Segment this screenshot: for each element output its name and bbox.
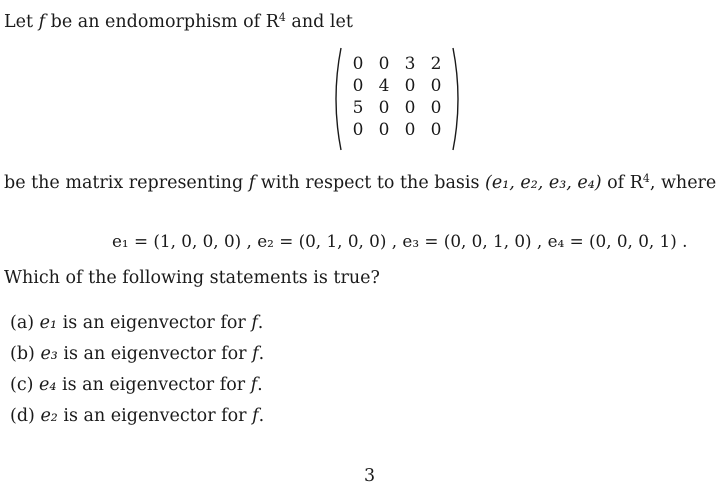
question-text: Which of the following statements is true? bbox=[4, 268, 380, 288]
question bbox=[4, 268, 380, 289]
choice-label: (d) bbox=[10, 406, 35, 426]
choice-text: is an eigenvector for bbox=[62, 313, 246, 333]
space-letter: R bbox=[265, 12, 279, 32]
matrix-cell: 0 bbox=[404, 97, 416, 118]
choice-item bbox=[10, 375, 263, 396]
description-of: of bbox=[607, 173, 625, 193]
basis-tuple: (e₁, e₂, e₃, e₄) bbox=[485, 173, 602, 193]
space-exponent: 4 bbox=[642, 172, 650, 186]
left-parenthesis bbox=[330, 47, 342, 151]
intro-line bbox=[4, 12, 353, 33]
matrix-cell: 2 bbox=[430, 53, 442, 74]
choice-var: f bbox=[250, 375, 258, 395]
choice-end: . bbox=[257, 313, 264, 333]
choice-var: f bbox=[251, 313, 258, 333]
space-symbol bbox=[630, 173, 650, 193]
choice-vector: e₁ bbox=[39, 313, 58, 333]
choice-text: is an eigenvector for bbox=[63, 406, 247, 426]
description-prefix: be the matrix representing bbox=[4, 173, 244, 193]
choice-label: (c) bbox=[10, 375, 34, 395]
page-number bbox=[364, 466, 375, 487]
matrix-cell: 5 bbox=[352, 97, 364, 118]
matrix-cell: 0 bbox=[430, 97, 442, 118]
choice-var: f bbox=[252, 344, 259, 364]
description-suffix: , where bbox=[649, 173, 716, 193]
intro-var-f: f bbox=[38, 12, 46, 32]
choice-var: f bbox=[252, 406, 259, 426]
matrix-cell: 4 bbox=[378, 75, 390, 96]
basis-definition bbox=[112, 231, 688, 251]
matrix-cell: 0 bbox=[352, 75, 364, 96]
space-letter: R bbox=[629, 173, 643, 193]
matrix-cell: 0 bbox=[404, 119, 416, 140]
choice-vector: e₃ bbox=[40, 344, 58, 364]
description-mid: with respect to the basis bbox=[260, 173, 480, 193]
matrix-cell: 0 bbox=[378, 97, 390, 118]
choice-item bbox=[10, 313, 263, 334]
intro-prefix: Let bbox=[4, 12, 34, 32]
matrix-grid bbox=[345, 53, 449, 141]
matrix-cell: 0 bbox=[430, 119, 442, 140]
matrix-cell: 0 bbox=[378, 119, 390, 140]
intro-suffix: and let bbox=[291, 12, 353, 32]
choice-text: is an eigenvector for bbox=[62, 375, 246, 395]
matrix-cell: 0 bbox=[430, 75, 442, 96]
matrix-cell: 3 bbox=[404, 53, 416, 74]
space-symbol bbox=[266, 12, 286, 32]
choice-item bbox=[10, 406, 264, 427]
matrix-cell: 0 bbox=[378, 53, 390, 74]
matrix-description-line bbox=[4, 173, 716, 194]
page-number-text: 3 bbox=[364, 466, 376, 486]
description-var-f: f bbox=[248, 173, 256, 193]
choice-label: (b) bbox=[10, 344, 35, 364]
intro-text: be an endomorphism of bbox=[50, 12, 261, 32]
matrix-cell: 0 bbox=[404, 75, 416, 96]
choice-text: is an eigenvector for bbox=[63, 344, 247, 364]
right-parenthesis bbox=[452, 47, 464, 151]
choice-label: (a) bbox=[10, 313, 35, 333]
choice-end: . bbox=[258, 344, 265, 364]
choice-end: . bbox=[258, 406, 265, 426]
space-exponent: 4 bbox=[278, 11, 286, 25]
basis-definition-text: e₁ = (1, 0, 0, 0) , e₂ = (0, 1, 0, 0) , e₃ = (0, 0, 1, 0) , e₄ = (0, 0, 0, 1) . bbox=[112, 231, 688, 251]
matrix bbox=[330, 47, 464, 151]
matrix-cell: 0 bbox=[352, 119, 364, 140]
matrix-cell: 0 bbox=[352, 53, 364, 74]
choice-item bbox=[10, 344, 264, 365]
choice-end: . bbox=[257, 375, 263, 395]
choice-vector: e₂ bbox=[40, 406, 58, 426]
choice-vector: e₄ bbox=[39, 375, 57, 395]
